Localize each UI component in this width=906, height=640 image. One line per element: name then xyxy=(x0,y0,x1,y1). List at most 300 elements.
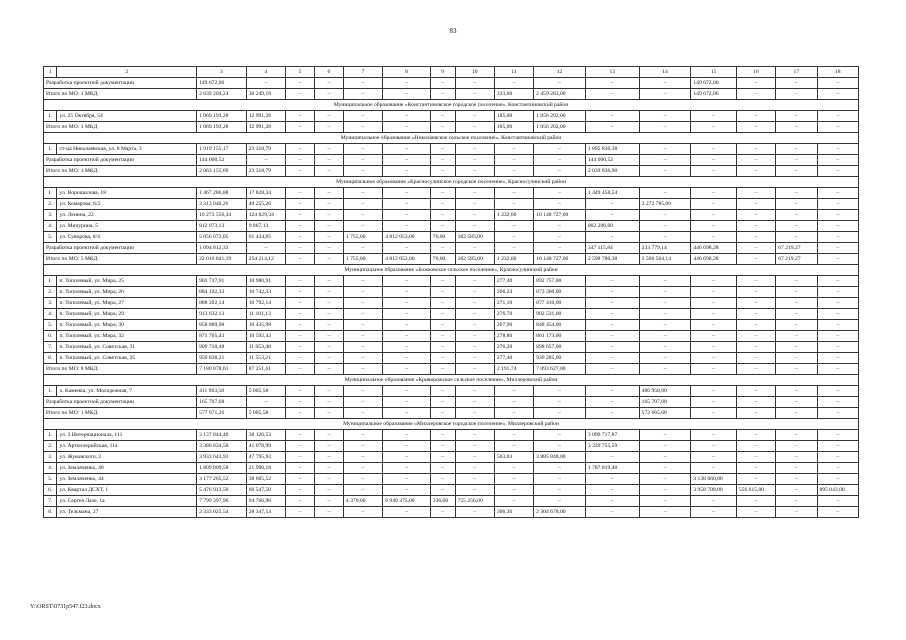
municipality-title: Муниципальное образование «Николаевское сельское поселение», Константиновский район xyxy=(44,133,859,144)
summary-row xyxy=(44,408,859,419)
value-cell: 10 980,91 xyxy=(246,276,285,287)
summary-row xyxy=(44,243,859,254)
value-cell: – xyxy=(691,232,737,243)
address-cell: ул. Земляченко, 40 xyxy=(57,463,197,474)
value-cell: – xyxy=(817,496,858,507)
value-cell: – xyxy=(736,408,775,419)
table-row xyxy=(44,199,859,210)
column-number-cell: 18 xyxy=(817,67,858,78)
value-cell: – xyxy=(817,309,858,320)
value-cell: – xyxy=(736,276,775,287)
value-cell: 10 792,14 xyxy=(246,298,285,309)
value-cell: 3 177 265,52 xyxy=(197,474,247,485)
column-number-cell: 15 xyxy=(691,67,737,78)
value-cell: – xyxy=(314,243,343,254)
value-cell: – xyxy=(776,474,817,485)
value-cell: – xyxy=(314,386,343,397)
value-cell: – xyxy=(314,122,343,133)
value-cell: – xyxy=(817,89,858,100)
value-cell: 446 698,28 xyxy=(691,254,737,265)
value-cell: – xyxy=(383,386,431,397)
value-cell: 556 615,00 xyxy=(736,485,775,496)
value-cell: – xyxy=(455,320,494,331)
value-cell: – xyxy=(534,199,586,210)
column-number-cell: 5 xyxy=(286,67,315,78)
value-cell: – xyxy=(817,298,858,309)
value-cell: – xyxy=(314,221,343,232)
value-cell: – xyxy=(639,507,691,518)
value-cell: – xyxy=(736,386,775,397)
section-header-row xyxy=(44,100,859,111)
value-cell: – xyxy=(494,188,533,199)
value-cell: – xyxy=(455,221,494,232)
value-cell: – xyxy=(817,276,858,287)
value-cell: 40 255,26 xyxy=(246,199,285,210)
value-cell: – xyxy=(383,155,431,166)
value-cell: – xyxy=(383,210,431,221)
value-cell: 3 099 717,87 xyxy=(585,430,639,441)
value-cell: – xyxy=(494,155,533,166)
row-number: 6. xyxy=(44,485,57,496)
value-cell: 1 232,00 xyxy=(494,210,533,221)
summary-row xyxy=(44,122,859,133)
value-cell: – xyxy=(494,474,533,485)
value-cell: – xyxy=(455,89,494,100)
value-cell: – xyxy=(691,430,737,441)
value-cell: – xyxy=(246,397,285,408)
value-cell: 30 249,18 xyxy=(246,89,285,100)
value-cell: 276,20 xyxy=(494,342,533,353)
value-cell: 572 665,68 xyxy=(639,408,691,419)
value-cell: – xyxy=(585,89,639,100)
summary-row xyxy=(44,89,859,100)
value-cell: 848 454,00 xyxy=(534,320,586,331)
row-number: 7. xyxy=(44,342,57,353)
address-cell: ул. Комарова, 6/2 xyxy=(57,199,197,210)
value-cell: – xyxy=(534,441,586,452)
value-cell: – xyxy=(494,243,533,254)
row-number: 5. xyxy=(44,474,57,485)
value-cell: – xyxy=(817,210,858,221)
value-cell: 3 933 643,93 xyxy=(197,452,247,463)
value-cell: 28 347,54 xyxy=(246,507,285,518)
value-cell: – xyxy=(691,188,737,199)
value-cell: – xyxy=(534,397,586,408)
value-cell: – xyxy=(817,155,858,166)
column-number-cell: 2 xyxy=(57,67,197,78)
value-cell: – xyxy=(736,78,775,89)
value-cell: – xyxy=(817,78,858,89)
table-row xyxy=(44,485,859,496)
row-label: Итого по МО: 1 МКД xyxy=(44,166,197,177)
value-cell: – xyxy=(383,188,431,199)
value-cell: – xyxy=(494,408,533,419)
value-cell: – xyxy=(383,430,431,441)
value-cell: – xyxy=(383,353,431,364)
value-cell: – xyxy=(585,331,639,342)
value-cell: 67 219,27 xyxy=(776,243,817,254)
value-cell: – xyxy=(691,408,737,419)
value-cell: – xyxy=(736,188,775,199)
table-row xyxy=(44,342,859,353)
row-label: Итого по МО: 1 МКД xyxy=(44,89,197,100)
value-cell: – xyxy=(343,221,382,232)
value-cell: – xyxy=(585,496,639,507)
value-cell: 2 039 836,90 xyxy=(585,166,639,177)
value-cell: – xyxy=(343,331,382,342)
column-number-cell: 3 xyxy=(197,67,247,78)
value-cell: 277,40 xyxy=(494,353,533,364)
value-cell: – xyxy=(585,298,639,309)
value-cell: – xyxy=(314,298,343,309)
table-row xyxy=(44,210,859,221)
value-cell: – xyxy=(817,463,858,474)
value-cell: – xyxy=(776,397,817,408)
section-header-row xyxy=(44,177,859,188)
value-cell: – xyxy=(736,166,775,177)
value-cell: – xyxy=(776,144,817,155)
value-cell: 3 958 708,00 xyxy=(691,485,737,496)
value-cell: – xyxy=(736,496,775,507)
row-number: 1. xyxy=(44,144,57,155)
value-cell: – xyxy=(639,331,691,342)
value-cell: – xyxy=(455,276,494,287)
value-cell: 4 370,00 xyxy=(343,496,382,507)
value-cell: – xyxy=(534,144,586,155)
value-cell: 278,80 xyxy=(494,331,533,342)
value-cell: 266,24 xyxy=(494,287,533,298)
value-cell: – xyxy=(736,320,775,331)
value-cell: – xyxy=(383,89,431,100)
value-cell: – xyxy=(343,342,382,353)
value-cell: – xyxy=(817,452,858,463)
value-cell: 4 812 053,00 xyxy=(383,232,431,243)
value-cell: – xyxy=(494,144,533,155)
value-cell: – xyxy=(343,408,382,419)
value-cell: – xyxy=(494,78,533,89)
value-cell: – xyxy=(534,166,586,177)
value-cell: – xyxy=(585,111,639,122)
value-cell: – xyxy=(383,463,431,474)
value-cell: – xyxy=(691,320,737,331)
value-cell: – xyxy=(343,155,382,166)
value-cell: – xyxy=(314,155,343,166)
value-cell: – xyxy=(639,155,691,166)
value-cell: 577 671,26 xyxy=(197,408,247,419)
value-cell: – xyxy=(776,342,817,353)
value-cell: – xyxy=(736,111,775,122)
value-cell: – xyxy=(286,331,315,342)
value-cell: 87 251,61 xyxy=(246,364,285,375)
value-cell: 185,00 xyxy=(494,122,533,133)
value-cell: 10 273 556,34 xyxy=(197,210,247,221)
table-row xyxy=(44,441,859,452)
value-cell: – xyxy=(494,496,533,507)
value-cell: – xyxy=(455,364,494,375)
value-cell: – xyxy=(817,408,858,419)
value-cell: – xyxy=(776,320,817,331)
table-row xyxy=(44,386,859,397)
value-cell: – xyxy=(736,507,775,518)
value-cell: – xyxy=(314,331,343,342)
value-cell: – xyxy=(691,463,737,474)
value-cell: – xyxy=(343,364,382,375)
value-cell: – xyxy=(776,430,817,441)
value-cell: – xyxy=(343,463,382,474)
municipality-title: Муниципальное образование «Криворожское сельское поселение», Миллеровский район xyxy=(44,375,859,386)
address-cell: п. Тополевый, ул. Мира, 26 xyxy=(57,287,197,298)
value-cell: – xyxy=(534,463,586,474)
value-cell: – xyxy=(736,243,775,254)
value-cell: 871 765,43 xyxy=(197,331,247,342)
table-row xyxy=(44,276,859,287)
value-cell: – xyxy=(383,474,431,485)
row-number: 4. xyxy=(44,221,57,232)
value-cell: – xyxy=(430,485,455,496)
value-cell: – xyxy=(430,331,455,342)
value-cell: 950 838,21 xyxy=(197,353,247,364)
value-cell: – xyxy=(776,232,817,243)
municipality-title: Муниципальное образование «Божковское сельское поселение», Красносулинский район xyxy=(44,265,859,276)
value-cell: – xyxy=(776,408,817,419)
value-cell: 1 069 193,28 xyxy=(197,122,247,133)
address-cell: п. Тополевый, ул. Мира, 32 xyxy=(57,331,197,342)
value-cell: 94 766,96 xyxy=(246,496,285,507)
value-cell: – xyxy=(585,364,639,375)
table-row xyxy=(44,331,859,342)
value-cell: – xyxy=(691,386,737,397)
address-cell: п. Тополевый, ул. Мира, 27 xyxy=(57,298,197,309)
value-cell: 41 078,99 xyxy=(246,441,285,452)
value-cell: 17 828,34 xyxy=(246,188,285,199)
section-header-row xyxy=(44,133,859,144)
row-label: Итого по МО: 5 МКД xyxy=(44,254,197,265)
value-cell: – xyxy=(383,441,431,452)
value-cell: – xyxy=(430,452,455,463)
value-cell: 38 126,53 xyxy=(246,430,285,441)
value-cell: – xyxy=(691,298,737,309)
value-cell: – xyxy=(494,166,533,177)
value-cell: – xyxy=(639,309,691,320)
value-cell: – xyxy=(383,111,431,122)
value-cell: – xyxy=(430,199,455,210)
value-cell: – xyxy=(817,287,858,298)
column-number-cell: 7 xyxy=(343,67,382,78)
value-cell: – xyxy=(585,309,639,320)
value-cell: 149 672,06 xyxy=(691,89,737,100)
value-cell: – xyxy=(585,199,639,210)
value-cell: – xyxy=(455,353,494,364)
table-row xyxy=(44,144,859,155)
value-cell: – xyxy=(286,452,315,463)
table-row xyxy=(44,287,859,298)
value-cell: – xyxy=(639,452,691,463)
value-cell: 5 056 072,05 xyxy=(197,232,247,243)
value-cell: 149 672,06 xyxy=(691,78,737,89)
value-cell: – xyxy=(430,320,455,331)
value-cell: – xyxy=(776,276,817,287)
value-cell: 3 885 848,00 xyxy=(534,452,586,463)
address-cell: ул. Ленина, 22 xyxy=(57,210,197,221)
value-cell: 913 632,13 xyxy=(197,309,247,320)
value-cell: – xyxy=(691,331,737,342)
value-cell: – xyxy=(383,78,431,89)
value-cell: – xyxy=(430,111,455,122)
value-cell: 271,10 xyxy=(494,298,533,309)
value-cell: – xyxy=(455,463,494,474)
value-cell: – xyxy=(455,309,494,320)
value-cell: – xyxy=(343,89,382,100)
value-cell: – xyxy=(314,496,343,507)
value-cell: 2 639 204,24 xyxy=(197,89,247,100)
value-cell: – xyxy=(585,287,639,298)
table-row xyxy=(44,353,859,364)
value-cell: – xyxy=(736,221,775,232)
value-cell: – xyxy=(343,452,382,463)
value-cell: – xyxy=(494,441,533,452)
value-cell: 47 795,93 xyxy=(246,452,285,463)
summary-row xyxy=(44,254,859,265)
value-cell: 3 313 040,26 xyxy=(197,199,247,210)
value-cell: – xyxy=(817,430,858,441)
value-cell: 1 449 458,54 xyxy=(585,188,639,199)
value-cell: – xyxy=(383,166,431,177)
value-cell: – xyxy=(286,320,315,331)
value-cell: – xyxy=(455,408,494,419)
value-cell: – xyxy=(286,397,315,408)
value-cell: – xyxy=(455,210,494,221)
value-cell: – xyxy=(639,166,691,177)
value-cell: – xyxy=(691,210,737,221)
address-cell: ул. Суворова, 8/4 xyxy=(57,232,197,243)
value-cell: 802 206,00 xyxy=(585,221,639,232)
value-cell: – xyxy=(817,474,858,485)
value-cell: – xyxy=(817,122,858,133)
value-cell: – xyxy=(455,485,494,496)
row-label: Разработка проектной документации xyxy=(44,155,197,166)
value-cell: 76,00 xyxy=(430,232,455,243)
row-number: 3. xyxy=(44,210,57,221)
column-number-cell: 1 xyxy=(44,67,57,78)
value-cell: – xyxy=(817,232,858,243)
value-cell: 898 657,00 xyxy=(534,342,586,353)
value-cell: 182 585,00 xyxy=(455,254,494,265)
value-cell: – xyxy=(534,232,586,243)
address-cell: ул. Артиллерийская, 11а xyxy=(57,441,197,452)
value-cell: – xyxy=(455,111,494,122)
value-cell: – xyxy=(736,122,775,133)
value-cell: – xyxy=(639,485,691,496)
table-body xyxy=(44,67,859,518)
value-cell: – xyxy=(494,397,533,408)
value-cell: – xyxy=(455,452,494,463)
value-cell: – xyxy=(455,144,494,155)
value-cell: – xyxy=(776,155,817,166)
value-cell: 902 531,00 xyxy=(534,309,586,320)
table-row xyxy=(44,463,859,474)
value-cell: 165 707,68 xyxy=(639,397,691,408)
value-cell: 233 779,14 xyxy=(639,243,691,254)
value-cell: – xyxy=(691,199,737,210)
value-cell: – xyxy=(383,331,431,342)
value-cell: 7 093 627,00 xyxy=(534,364,586,375)
row-number: 3. xyxy=(44,298,57,309)
value-cell: 61 434,05 xyxy=(246,232,285,243)
value-cell: – xyxy=(286,78,315,89)
value-cell: – xyxy=(383,309,431,320)
value-cell: – xyxy=(455,430,494,441)
value-cell: – xyxy=(776,199,817,210)
value-cell: – xyxy=(455,397,494,408)
value-cell: – xyxy=(817,254,858,265)
value-cell: – xyxy=(776,496,817,507)
column-number-cell: 9 xyxy=(430,67,455,78)
row-label: Разработка проектной документации xyxy=(44,243,197,254)
value-cell: 336,00 xyxy=(430,496,455,507)
value-cell: – xyxy=(736,364,775,375)
value-cell: 76,00 xyxy=(430,254,455,265)
value-cell: – xyxy=(430,78,455,89)
address-cell: ул. Квартал ДСХТ, 1 xyxy=(57,485,197,496)
value-cell: – xyxy=(383,122,431,133)
value-cell: 124 829,34 xyxy=(246,210,285,221)
value-cell: – xyxy=(455,507,494,518)
value-cell: – xyxy=(343,276,382,287)
value-cell: – xyxy=(585,122,639,133)
value-cell: – xyxy=(691,122,737,133)
value-cell: – xyxy=(314,309,343,320)
value-cell: – xyxy=(534,188,586,199)
value-cell: 3 506 564,14 xyxy=(639,254,691,265)
value-cell: – xyxy=(639,430,691,441)
table-row xyxy=(44,496,859,507)
value-cell: 563,03 xyxy=(494,452,533,463)
value-cell: – xyxy=(286,155,315,166)
value-cell: – xyxy=(314,276,343,287)
value-cell: – xyxy=(314,232,343,243)
value-cell: 21 990,18 xyxy=(246,463,285,474)
value-cell: 1 787 819,40 xyxy=(585,463,639,474)
value-cell: 12 991,28 xyxy=(246,122,285,133)
value-cell: – xyxy=(343,386,382,397)
value-cell: 10 435,98 xyxy=(246,320,285,331)
column-number-cell: 4 xyxy=(246,67,285,78)
value-cell: – xyxy=(494,485,533,496)
value-cell: – xyxy=(430,144,455,155)
value-cell: – xyxy=(286,309,315,320)
summary-row xyxy=(44,364,859,375)
value-cell: – xyxy=(286,254,315,265)
value-cell: 7 180 878,61 xyxy=(197,364,247,375)
value-cell: 1 895 836,38 xyxy=(585,144,639,155)
value-cell: 22 016 841,19 xyxy=(197,254,247,265)
table-row xyxy=(44,309,859,320)
value-cell: – xyxy=(455,298,494,309)
value-cell: – xyxy=(430,474,455,485)
table-row xyxy=(44,232,859,243)
column-number-row xyxy=(44,67,859,78)
value-cell: – xyxy=(314,353,343,364)
value-cell: – xyxy=(343,474,382,485)
value-cell: – xyxy=(343,243,382,254)
value-cell: – xyxy=(691,221,737,232)
value-cell: – xyxy=(455,78,494,89)
value-cell: – xyxy=(691,397,737,408)
value-cell: – xyxy=(343,353,382,364)
value-cell: – xyxy=(455,155,494,166)
value-cell: – xyxy=(343,397,382,408)
value-cell: – xyxy=(383,397,431,408)
